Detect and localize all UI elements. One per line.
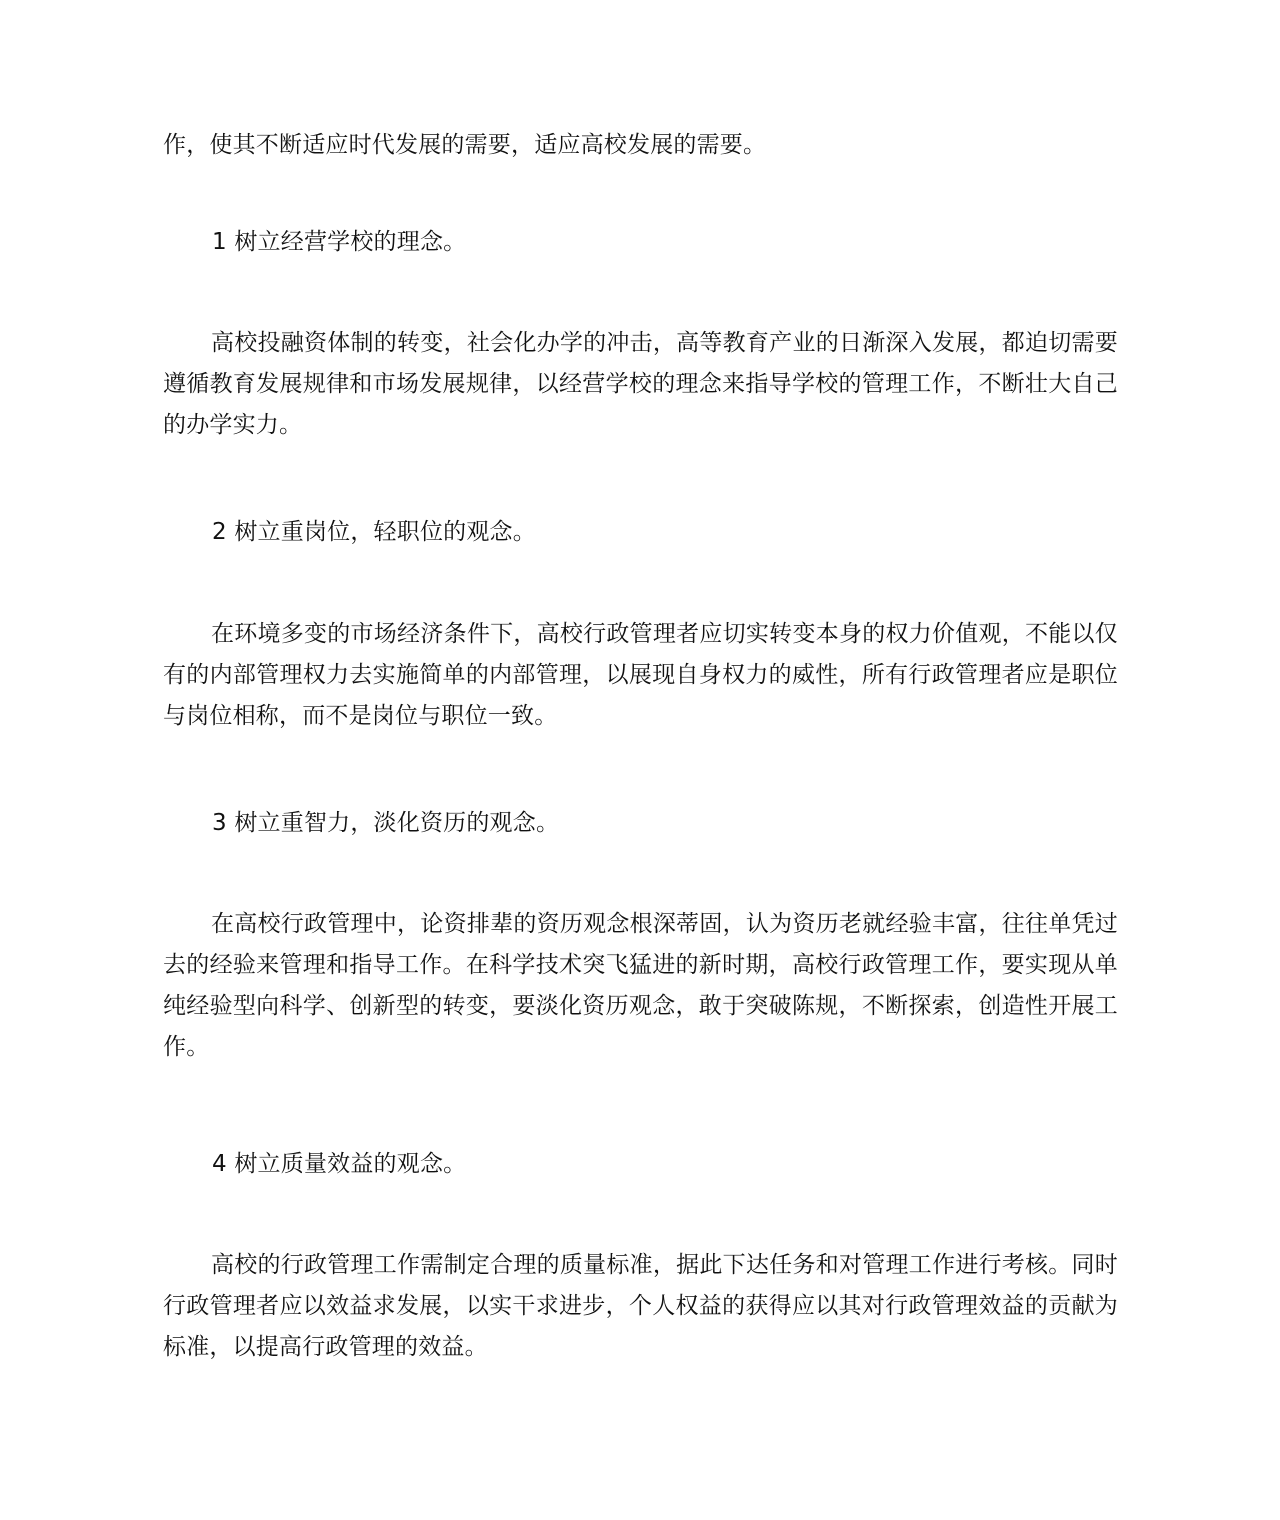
section-2-body: 在环境多变的市场经济条件下，高校行政管理者应切实转变本身的权力价值观，不能以仅有的内部管理权力去实施简单的内部管理，以展现自身权力的威性，所有行政管理者应是职位与岗位相称，而不是岗位与职位一致。	[163, 621, 1118, 729]
section-3-heading: 3 树立重智力，淡化资历的观念。	[212, 810, 560, 836]
section-1-body: 高校投融资体制的转变，社会化办学的冲击，高等教育产业的日渐深入发展，都迫切需要遵循教育发展规律和市场发展规律，以经营学校的理念来指导学校的管理工作，不断壮大自己的办学实力。	[163, 330, 1118, 438]
section-4-body: 高校的行政管理工作需制定合理的质量标准，据此下达任务和对管理工作进行考核。同时行政管理者应以效益求发展，以实干求进步，个人权益的获得应以其对行政管理效益的贡献为标准，以提高行政管理的效益。	[163, 1252, 1118, 1360]
lead-line: 作，使其不断适应时代发展的需要，适应高校发展的需要。	[163, 132, 767, 158]
section-4-heading: 4 树立质量效益的观念。	[212, 1151, 467, 1177]
section-2-heading: 2 树立重岗位，轻职位的观念。	[212, 519, 536, 545]
section-3-body: 在高校行政管理中，论资排辈的资历观念根深蒂固，认为资历老就经验丰富，往往单凭过去的经验来管理和指导工作。在科学技术突飞猛进的新时期，高校行政管理工作，要实现从单纯经验型向科学、创新型的转变，要淡化资历观念，敢于突破陈规，不断探索，创造性开展工作。	[163, 911, 1118, 1060]
section-1-heading: 1 树立经营学校的理念。	[212, 229, 467, 255]
